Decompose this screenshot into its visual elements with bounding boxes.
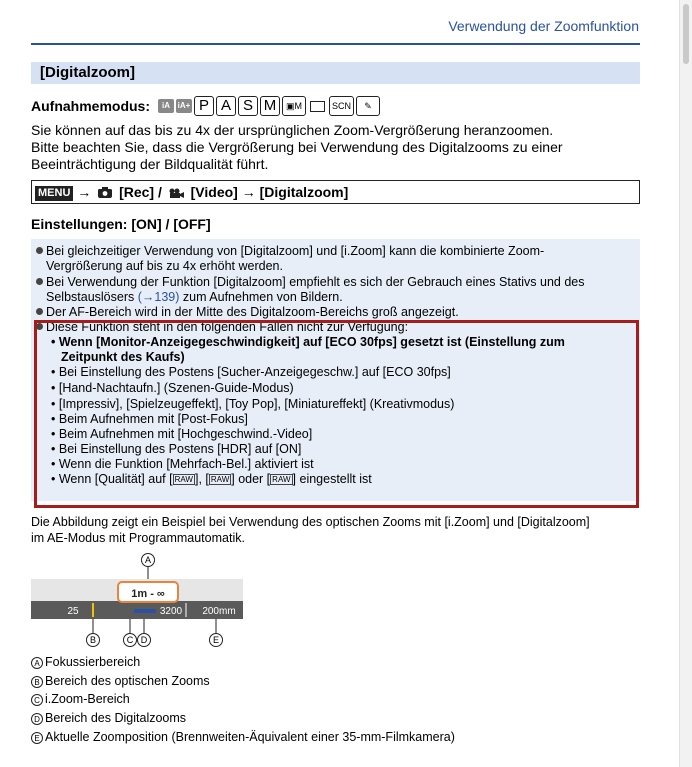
zoom-diagram	[31, 551, 261, 655]
tick-25: 25	[67, 606, 79, 617]
highlight-box	[34, 320, 639, 508]
recording-modes	[31, 96, 380, 116]
video-icon	[169, 188, 184, 198]
page-link[interactable]: (→139)	[137, 290, 180, 304]
letter-a-icon: A	[31, 657, 43, 669]
svg-text:B: B	[89, 635, 97, 645]
shutter-mode-icon: S	[238, 96, 258, 116]
scrollbar-thumb[interactable]	[683, 4, 689, 64]
aperture-mode-icon: A	[216, 96, 236, 116]
camera-icon	[98, 187, 112, 198]
creative-movie-mode-icon: ▣M	[282, 96, 306, 116]
modes-label: Aufnahmemodus:	[31, 98, 150, 114]
focus-range-label: 1m - ∞	[131, 588, 165, 600]
letter-e-icon: E	[31, 732, 43, 744]
list-item: • Wenn [Monitor-Anzeigegeschwindigkeit] auf [ECO 30fps] gesetzt ist (Einstellung zum	[51, 335, 565, 349]
letter-b-icon: B	[31, 676, 43, 688]
svg-text:D: D	[140, 635, 148, 645]
raw-fine-icon: RAW	[174, 475, 193, 484]
note-item: Diese Funktion steht in den folgenden Fällen nicht zur Verfügung:	[36, 320, 408, 335]
legend-item-b: B Bereich des optischen Zooms	[31, 673, 210, 689]
legend-item-e: E Aktuelle Zoomposition (Brennweiten-Äquivalent einer 35-mm-Filmkamera)	[31, 729, 455, 745]
list-item: • Wenn [Qualität] auf [ RAW ], [ RAW ] oder [ RAW ] eingestellt ist	[51, 472, 372, 486]
mode-icons	[158, 96, 380, 116]
marker-a-label: A	[144, 555, 152, 565]
section-title-bar	[31, 62, 640, 84]
svg-text:E: E	[212, 635, 220, 645]
legend-item-c: C i.Zoom-Bereich	[31, 691, 130, 707]
bullet-dot-icon	[36, 308, 43, 315]
manual-mode-icon: M	[260, 96, 280, 116]
tick-3200: 3200	[159, 606, 183, 617]
vertical-scrollbar[interactable]	[679, 0, 692, 767]
page-header-title: Verwendung der Zoomfunktion	[448, 18, 639, 34]
legend-item-d: D Bereich des Digitalzooms	[31, 710, 186, 726]
raw-only-icon: RAW	[272, 475, 291, 484]
header-divider	[31, 43, 640, 45]
list-item: • [Impressiv], [Spielzeugeffekt], [Toy Pop], [Miniatureffekt] (Kreativmodus)	[51, 397, 455, 411]
raw-standard-icon: RAW	[210, 475, 230, 484]
list-item: • Beim Aufnehmen mit [Hochgeschwind.-Video]	[51, 427, 313, 441]
list-item: • Wenn die Funktion [Mehrfach-Bel.] aktiviert ist	[51, 457, 314, 471]
legend-item-a: A Fokussierbereich	[31, 654, 140, 670]
creative-control-icon: ✎	[356, 96, 380, 116]
svg-text:C: C	[126, 635, 134, 645]
program-mode-icon: P	[194, 96, 214, 116]
list-item: • [Hand-Nachtaufn.] (Szenen-Guide-Modus)	[51, 381, 294, 395]
panorama-mode-icon	[310, 101, 325, 112]
menu-path-box: MENU → [Rec] / [Video] → [Digitalzoom]	[31, 180, 640, 204]
menu-icon: MENU	[35, 186, 73, 201]
figure-caption: Die Abbildung zeigt ein Beispiel bei Verwendung des optischen Zooms mit [i.Zoom] und [Digitalzoom] im AE-Modus mit Programmautomatik.	[31, 515, 590, 545]
intro-text: Sie können auf das bis zu 4x der ursprünglichen Zoom-Vergrößerung heranzoomen. Bitte beachten Sie, dass die Vergrößerung bei Verwendung des Digitalzooms zu einer Beeinträchtigung der Bildqualität führt.	[31, 122, 563, 172]
letter-c-icon: C	[31, 694, 43, 706]
note-item: Der AF-Bereich wird in der Mitte des Digitalzoom-Bereichs groß angezeigt.	[36, 305, 459, 320]
note-item: Bei gleichzeitiger Verwendung von [Digitalzoom] und [i.Zoom] kann die kombinierte Zoom-	[36, 244, 544, 259]
settings-heading: Einstellungen: [ON] / [OFF]	[31, 216, 211, 232]
intelligent-auto-icon: iA	[158, 99, 174, 113]
notes-panel: Bei gleichzeitiger Verwendung von [Digitalzoom] und [i.Zoom] kann die kombinierte Zoom- Vergrößerung auf bis zu 4x erhöht werden. Bei Verwendung der Funktion [Digitalzoom] empfiehlt es sich der Gebrauch eines Stativs und des Selbstauslösers (→139) zum Aufnehmen von Bildern. Der AF-Bereich wird in der Mitte des Digitalzoom-Bereichs groß angezeigt. Diese Funktion steht in den folgenden Fällen nicht zur Verfügung: • Wenn [Monitor-Anzeigegeschwindigkeit] auf [ECO 30fps] gesetzt ist (Einstellung zum Zeitpunkt des Kaufs) • Bei Einstellung des Postens [Sucher-Anzeigegeschw.] auf [ECO 30fps] • [Hand-Nachtaufn.] (Szenen-Guide-Modus) • [Impressiv], [Spielzeugeffekt], [Toy Pop], [Miniatureffekt] (Kreativmodus) • Beim Aufnehmen mit [Post-Fokus] • Beim Aufnehmen mit [Hochgeschwind.-Video] • Bei Einstellung des Postens [HDR] auf [ON] • Wenn die Funktion [Mehrfach-Bel.] aktiviert ist • Wenn [Qualität] auf [ RAW ], [ RAW ] oder [ RAW ] eingestellt ist	[31, 239, 640, 501]
scene-mode-icon: SCN	[329, 96, 354, 116]
list-item: • Beim Aufnehmen mit [Post-Fokus]	[51, 412, 248, 426]
section-title: [Digitalzoom]	[40, 64, 135, 81]
list-item: • Bei Einstellung des Postens [Sucher-Anzeigegeschw.] auf [ECO 30fps]	[51, 365, 451, 379]
note-item: Bei Verwendung der Funktion [Digitalzoom] empfiehlt es sich der Gebrauch eines Stativs und des	[36, 275, 585, 290]
list-item: • Bei Einstellung des Postens [HDR] auf [ON]	[51, 442, 302, 456]
letter-d-icon: D	[31, 713, 43, 725]
bullet-dot-icon	[36, 278, 43, 285]
intelligent-auto-plus-icon: iA+	[176, 99, 192, 113]
bullet-dot-icon	[36, 247, 43, 254]
tick-200mm: 200mm	[202, 606, 236, 617]
digital-zoom-range	[134, 609, 156, 613]
